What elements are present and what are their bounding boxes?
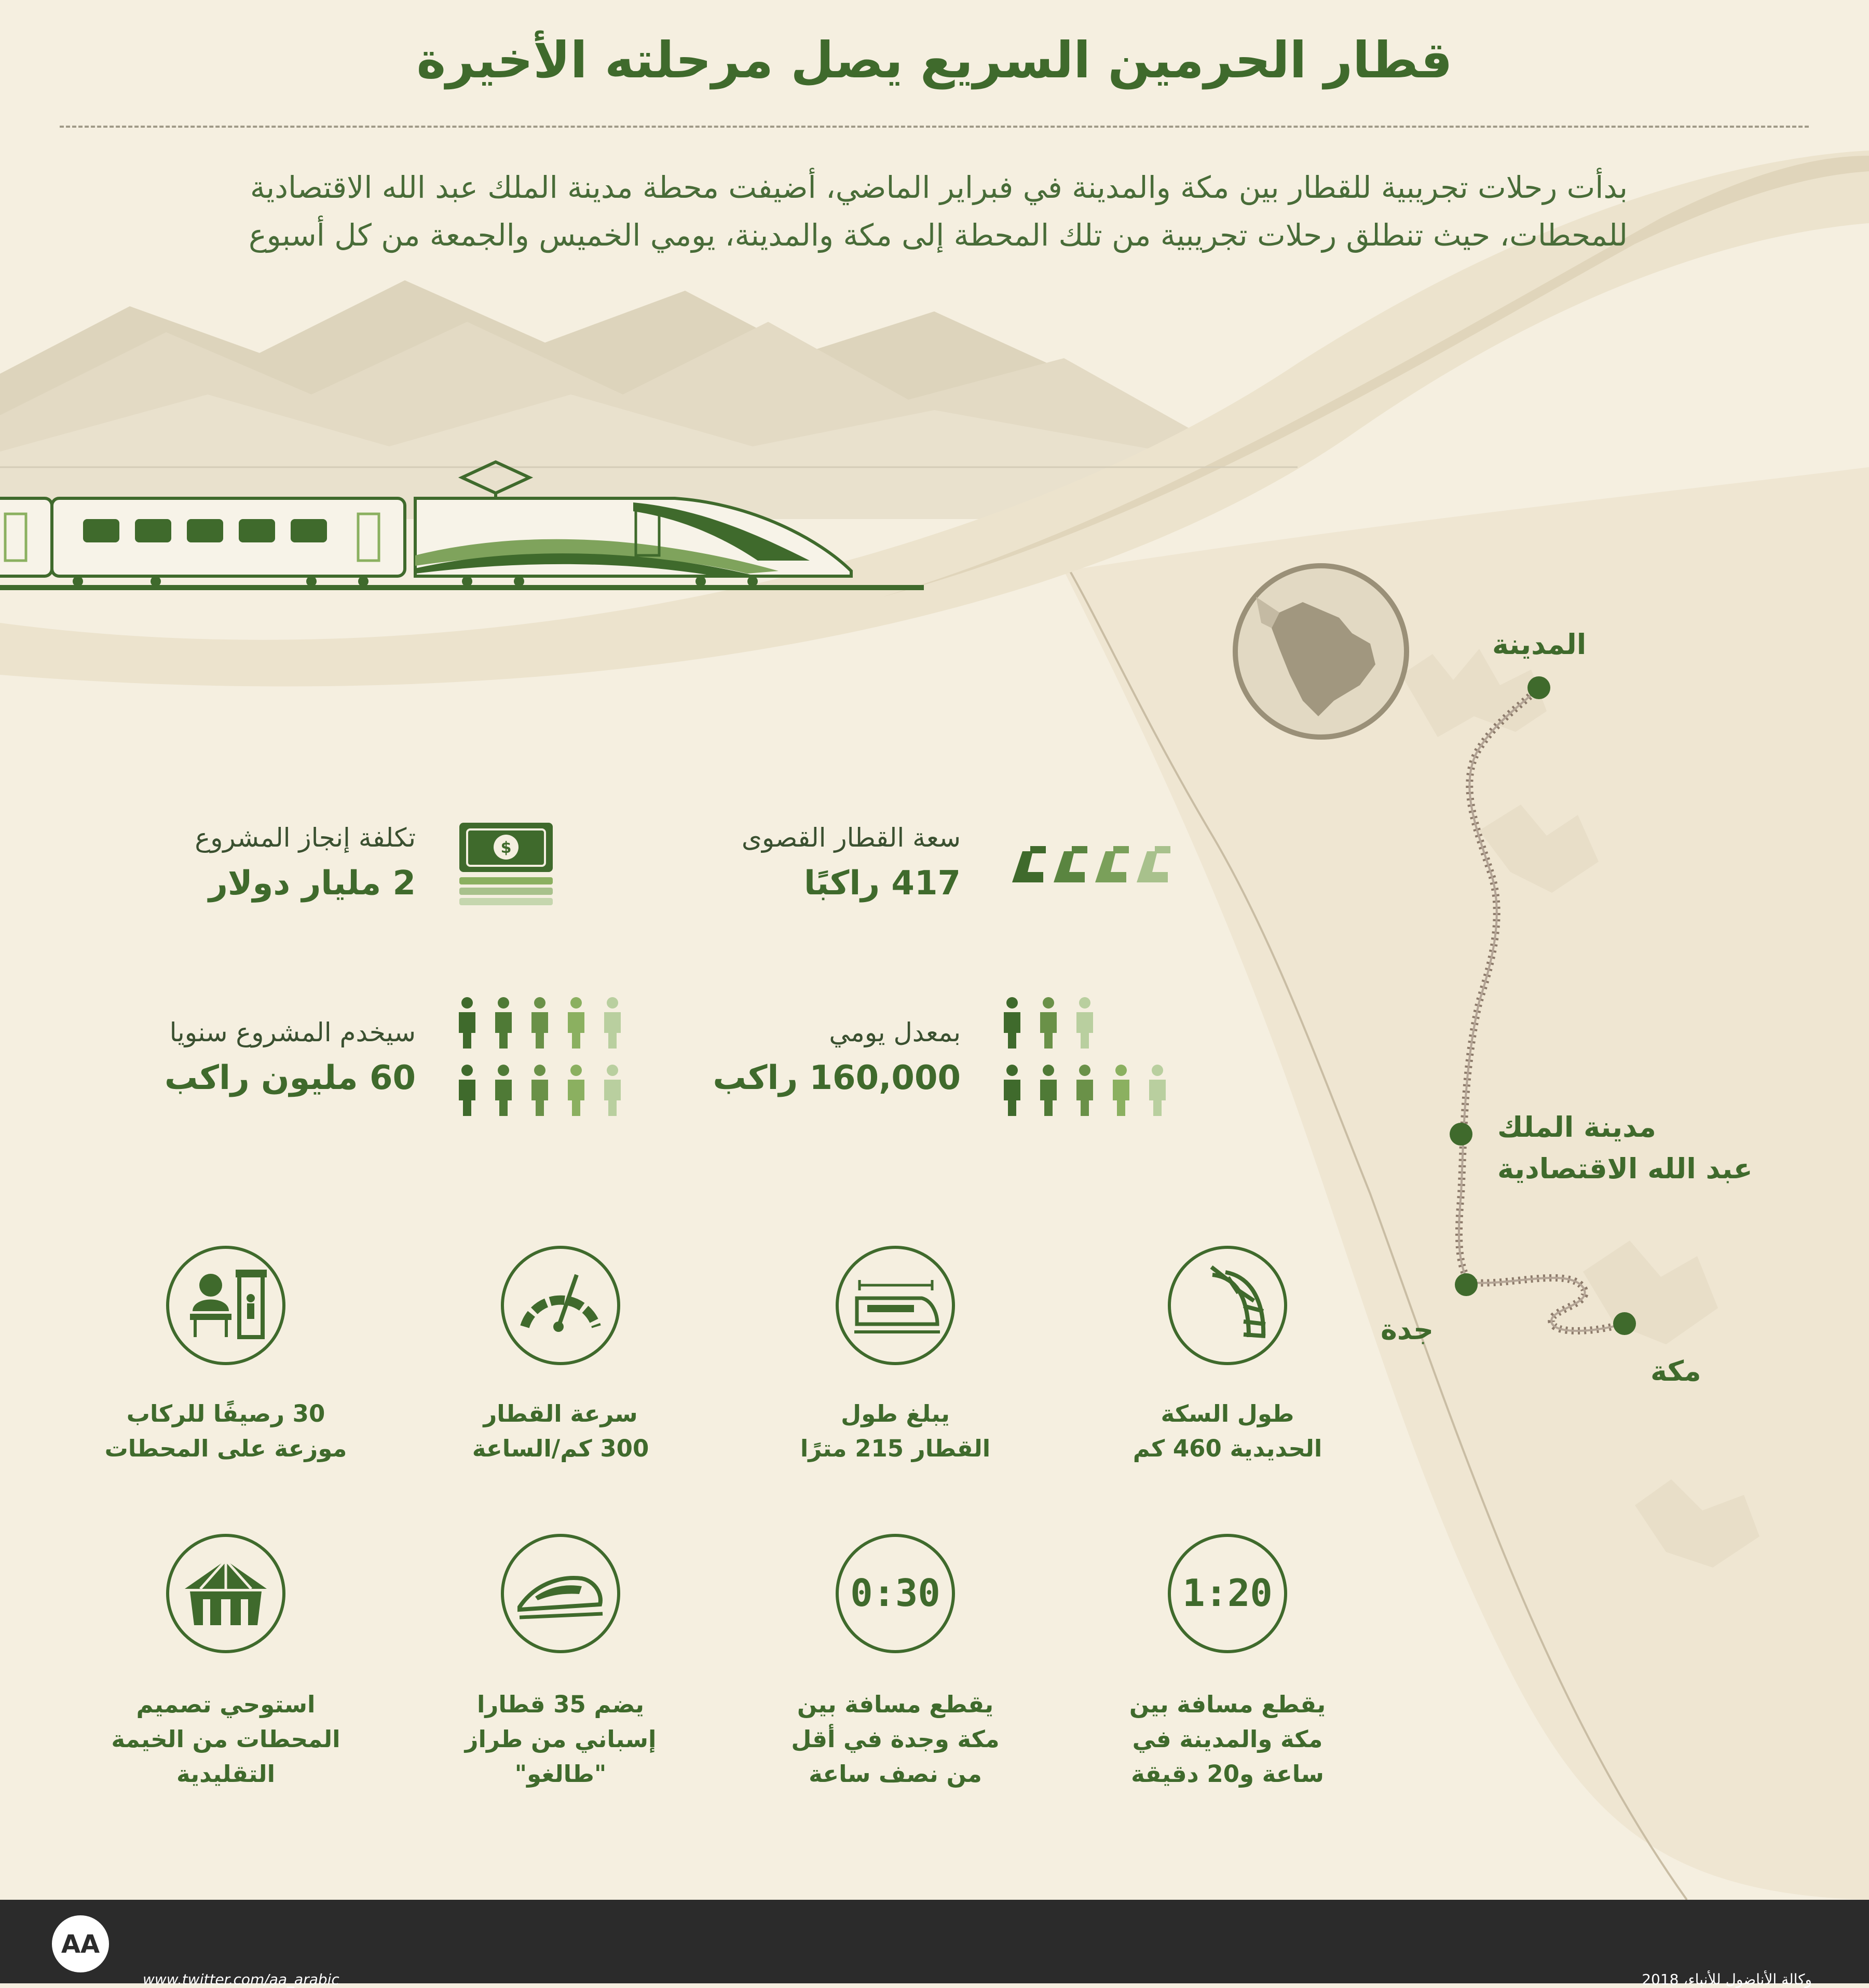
title-divider — [60, 126, 1809, 128]
intro-text — [226, 164, 1628, 259]
footer-twitter-link[interactable]: www.twitter.com/aa_arabic — [143, 1971, 339, 1988]
rail-track-icon — [1168, 1246, 1287, 1365]
train-illustration — [0, 457, 862, 592]
city-madinah: المدينة — [1492, 628, 1587, 661]
yearly-value: 60 مليون راكب — [165, 1059, 416, 1097]
people-icon-daily — [1002, 997, 1178, 1121]
feature-makkah-jeddah-time: يقطع مسافة بين مكة وجدة في أقل من نصف ساعة — [791, 1691, 1000, 1788]
people-icon-yearly — [457, 997, 633, 1121]
station-jeddah — [1455, 1273, 1478, 1296]
city-kaec-line1: مدينة الملك — [1497, 1111, 1656, 1143]
capacity-label: سعة القطار القصوى — [741, 823, 961, 853]
train-length-icon — [836, 1246, 955, 1365]
saudi-inset-map — [1230, 561, 1412, 742]
yearly-label: سيخدم المشروع سنويا — [169, 1017, 416, 1047]
speedometer-icon — [501, 1246, 620, 1365]
money-icon — [457, 820, 555, 908]
city-makkah: مكة — [1650, 1355, 1701, 1387]
feature-speed: سرعة القطار 300 كم/الساعة — [472, 1400, 649, 1462]
feature-platforms: 30 رصيفًا للركاب موزعة على المحطات — [104, 1400, 347, 1462]
bullet-train-icon — [501, 1534, 620, 1653]
timer-icon-030: 0:30 — [836, 1534, 955, 1653]
daily-label: بمعدل يومي — [829, 1017, 961, 1047]
feature-talgo-trains: يضم 35 قطارا إسباني من طراز "طالغو" — [465, 1691, 657, 1788]
capacity-value: 417 راكبًا — [803, 864, 961, 903]
tent-icon — [166, 1534, 285, 1653]
station-kaec — [1450, 1123, 1472, 1146]
page-title: قطار الحرمين السريع يصل مرحلته الأخيرة — [416, 31, 1453, 89]
platform-icon — [166, 1246, 285, 1365]
seats-icon — [1002, 836, 1178, 893]
feature-train-length: يبلغ طول القطار 215 مترًا — [800, 1400, 991, 1462]
timer-icon-120: 1:20 — [1168, 1534, 1287, 1653]
intro-line-1: بدأت رحلات تجريبية للقطار بين مكة والمدينة في فبراير الماضي، أضيفت محطة مدينة الملك عبد الله الاقتصادية — [250, 170, 1628, 205]
station-makkah — [1613, 1312, 1636, 1335]
city-jeddah: جدة — [1381, 1313, 1434, 1346]
intro-line-2: للمحطات، حيث تنطلق رحلات تجريبية من تلك المحطة إلى مكة والمدينة، يومي الخميس والجمعة من كل أسبوع — [249, 217, 1628, 253]
station-madinah — [1527, 676, 1550, 699]
cost-value: 2 مليار دولار — [209, 864, 416, 903]
feature-track-length: طول السكة الحديدية 460 كم — [1133, 1400, 1322, 1462]
footer-copyright: وكالة الأناضول للأنباء، 2018 — [1642, 1971, 1812, 1988]
daily-value: 160,000 راكب — [713, 1059, 961, 1097]
route-map — [1427, 664, 1843, 1422]
city-kaec-line2: عبد الله الاقتصادية — [1497, 1152, 1753, 1185]
svg-text:$: $ — [500, 839, 512, 857]
feature-tent-design: استوحي تصميم المحطات من الخيمة التقليدية — [111, 1691, 340, 1788]
aa-logo: AA — [52, 1915, 109, 1972]
cost-label: تكلفة إنجاز المشروع — [195, 823, 416, 853]
feature-makkah-madinah-time: يقطع مسافة بين مكة والمدينة في ساعة و20 دقيقة — [1129, 1691, 1326, 1788]
